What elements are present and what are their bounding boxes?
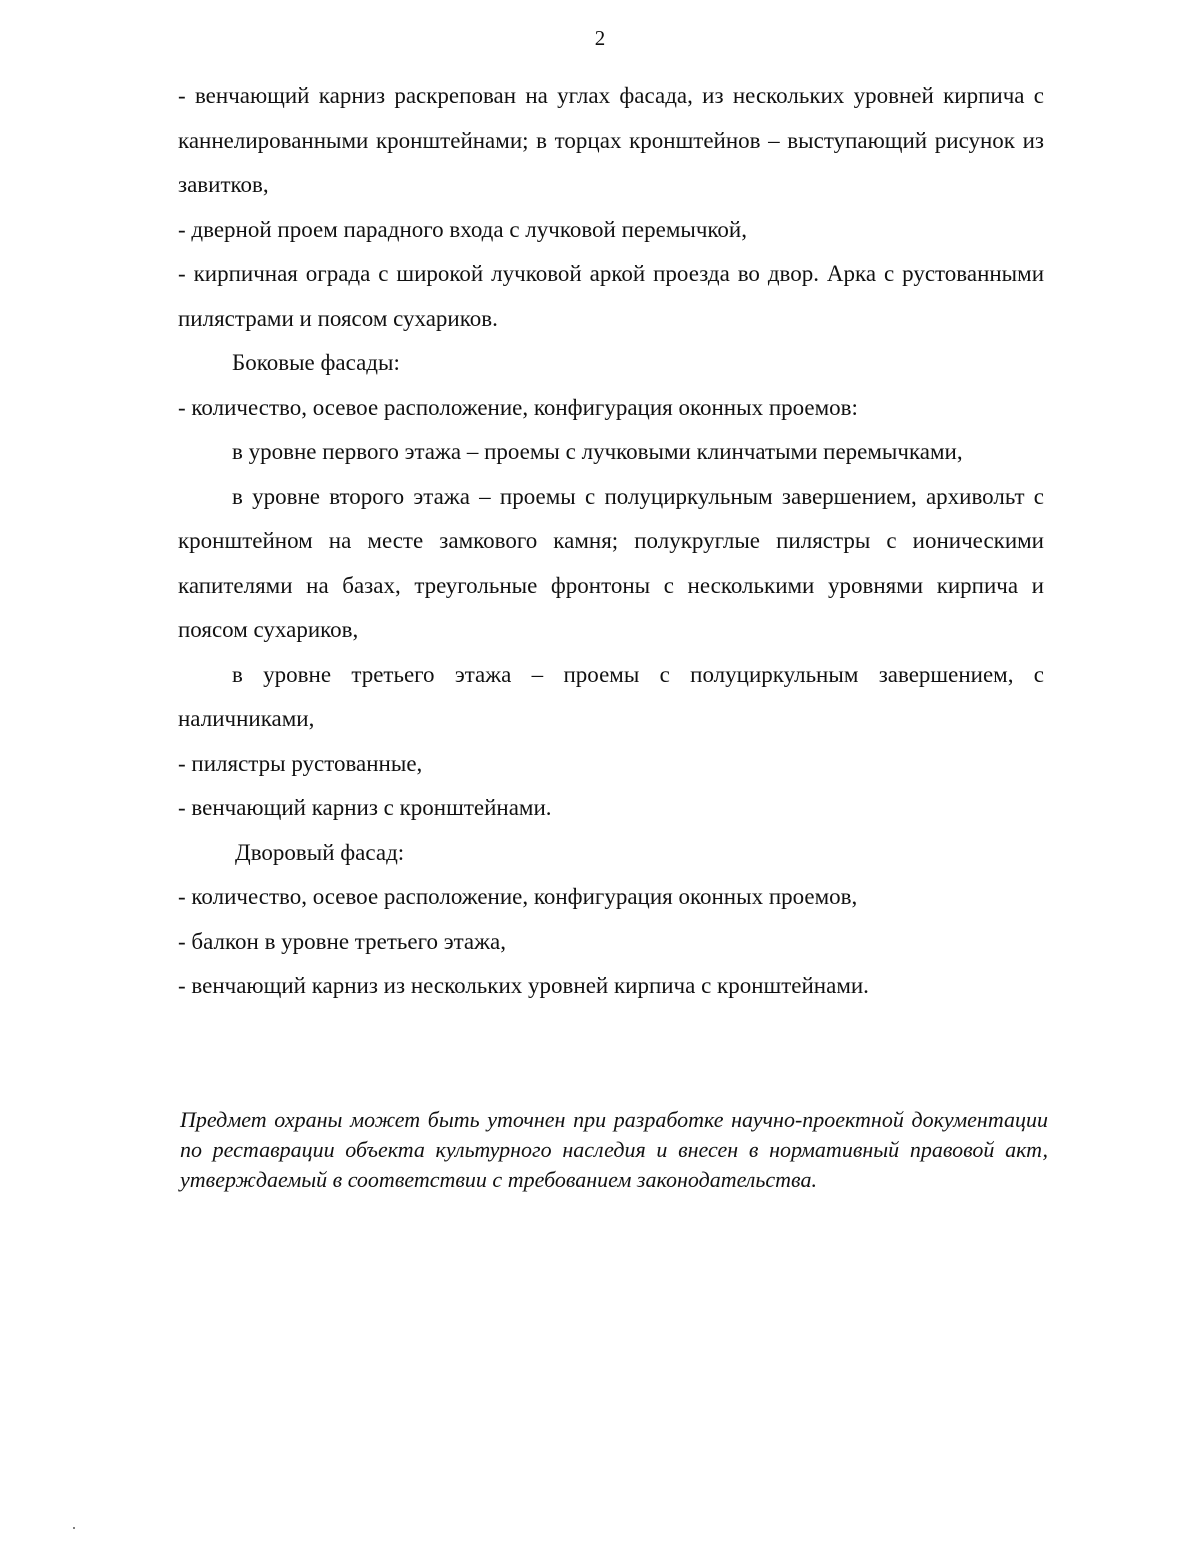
paragraph-fence: - кирпичная ограда с широкой лучковой аркой проезда во двор. Арка с рустованными пилястрами и поясом сухариков. bbox=[178, 261, 1044, 331]
scan-speck bbox=[73, 1527, 75, 1529]
paragraph-second-floor: в уровне второго этажа – проемы с полуциркульным завершением, архивольт с кронштейном на месте замкового камня; полукруглые пилястры с ионическими капителями на базах, треугольные фронтоны с несколькими уровнями кирпича и поясом сухариков, bbox=[178, 483, 1044, 642]
paragraph-pilasters: - пилястры рустованные, bbox=[178, 750, 423, 776]
protection-note: Предмет охраны может быть уточнен при разработке научно-проектной документации по реставрации объекта культурного наследия и внесен в нормативный правовой акт, утверждаемый в соответствии с требованием законодательства. bbox=[180, 1107, 1048, 1192]
paragraph-door: - дверной проем парадного входа с лучковой перемычкой, bbox=[178, 216, 747, 242]
paragraph-side-windows: - количество, осевое расположение, конфигурация оконных проемов: bbox=[178, 394, 858, 420]
paragraph-first-floor: в уровне первого этажа – проемы с лучковыми клинчатыми перемычками, bbox=[232, 439, 963, 464]
document-body bbox=[178, 74, 1044, 1009]
heading-side-facades: Боковые фасады: bbox=[232, 350, 400, 375]
paragraph-yard-cornice: - венчающий карниз из нескольких уровней кирпича с кронштейнами. bbox=[178, 973, 869, 998]
paragraph-yard-windows: - количество, осевое расположение, конфигурация оконных проемов, bbox=[178, 884, 858, 909]
paragraph-cornice: - венчающий карниз раскрепован на углах фасада, из нескольких уровней кирпича с каннелированными кронштейнами; в торцах кронштейнов – выступающий рисунок из завитков, bbox=[178, 83, 1044, 197]
paragraph-side-cornice: - венчающий карниз с кронштейнами. bbox=[178, 795, 552, 820]
paragraph-balcony: - балкон в уровне третьего этажа, bbox=[178, 928, 506, 954]
page-number: 2 bbox=[594, 26, 606, 50]
paragraph-third-floor: в уровне третьего этажа – проемы с полуциркульным завершением, с наличниками, bbox=[178, 661, 1044, 731]
heading-yard-facade: Дворовый фасад: bbox=[235, 839, 405, 865]
